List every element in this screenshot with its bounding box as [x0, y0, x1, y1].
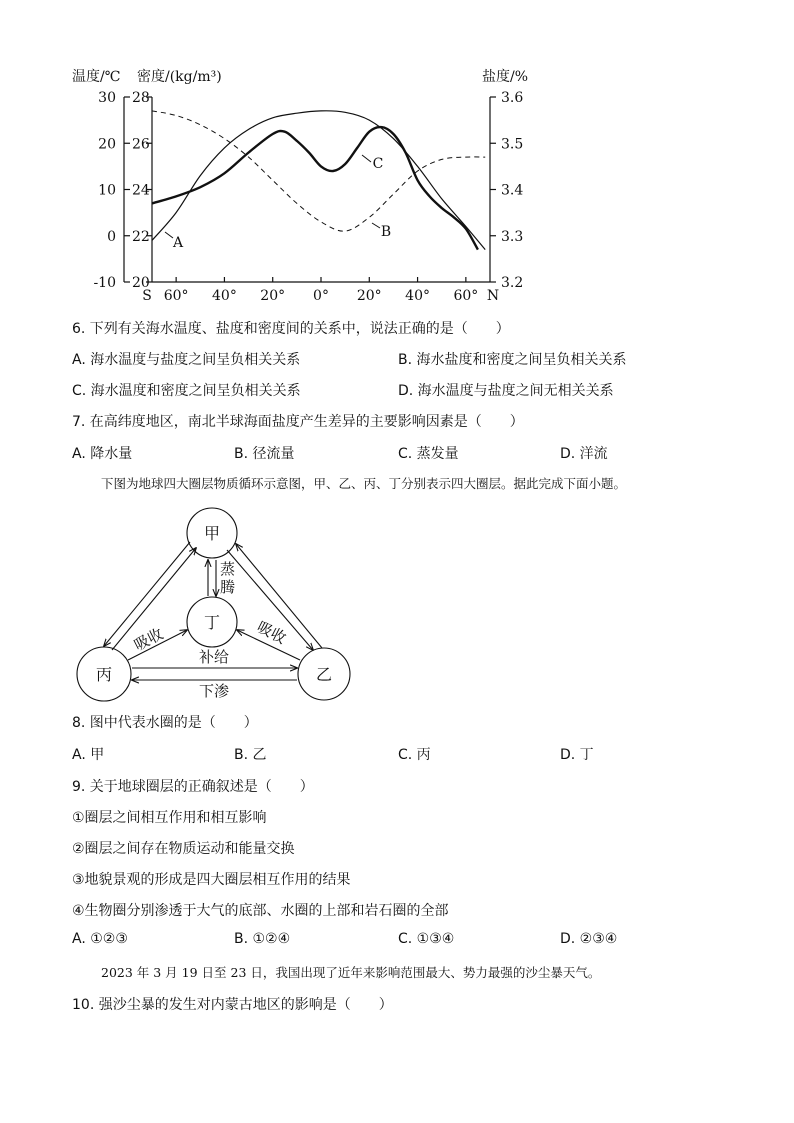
- x-tick-label: 0°: [313, 288, 329, 304]
- curve-label-leader: [362, 155, 371, 162]
- salinity-axis-title: 盐度/%: [482, 69, 529, 85]
- q9-option-d[interactable]: D. ②③④: [560, 931, 618, 947]
- node-ding-label: 丁: [203, 613, 221, 632]
- temperature-tick-label: 30: [98, 90, 116, 106]
- q9-statement-1: ①圈层之间相互作用和相互影响: [72, 810, 267, 826]
- density-tick-label: 26: [132, 136, 150, 153]
- q9-statement-3: ③地貌景观的形成是四大圈层相互作用的结果: [72, 872, 351, 888]
- series-a-line: [152, 111, 485, 250]
- x-tick-label: N: [486, 288, 500, 304]
- question-8-stem: 8. 图中代表水圈的是（ ）: [72, 715, 258, 731]
- q9-statement-4: ④生物圈分别渗透于大气的底部、水圈的上部和岩石圈的全部: [72, 903, 449, 919]
- salinity-tick-label: 3.4: [501, 182, 524, 199]
- q7-option-c[interactable]: C. 蒸发量: [398, 446, 459, 462]
- density-axis-title: 密度/(kg/m³): [137, 69, 222, 85]
- q9-statement-2: ②圈层之间存在物质运动和能量交换: [72, 841, 295, 857]
- label-supply: 补给: [198, 648, 230, 666]
- salinity-tick-label: 3.6: [501, 90, 524, 106]
- curve-label-leader: [165, 232, 173, 238]
- q9-option-b[interactable]: B. ①②④: [234, 931, 291, 947]
- x-tick-label: 40°: [405, 288, 430, 304]
- q8-option-a[interactable]: A. 甲: [72, 747, 105, 763]
- temperature-tick-label: 20: [98, 136, 116, 153]
- salinity-tick-label: 3.2: [501, 275, 524, 291]
- label-evaporation-2: 腾: [220, 578, 236, 596]
- q6-option-b[interactable]: B. 海水盐度和密度之间呈负相关关系: [398, 352, 627, 368]
- q6-option-a[interactable]: A. 海水温度与盐度之间呈负相关关系: [72, 352, 301, 368]
- intro-text-diagram: 下图为地球四大圈层物质循环示意图，甲、乙、丙、丁分别表示四大圈层。据此完成下面小题。: [101, 476, 627, 491]
- temperature-tick-label: -10: [93, 275, 116, 291]
- x-tick-label: 60°: [453, 288, 479, 304]
- question-6-stem: 6. 下列有关海水温度、盐度和密度间的关系中，说法正确的是（ ）: [72, 321, 510, 337]
- x-tick-label: 20°: [356, 288, 382, 304]
- label-absorb-left: 吸收: [131, 624, 167, 655]
- label-absorb-right: 吸收: [254, 617, 290, 648]
- q9-option-c[interactable]: C. ①③④: [398, 931, 455, 947]
- q6-option-d[interactable]: D. 海水温度与盐度之间无相关关系: [398, 383, 614, 399]
- x-tick-label: 40°: [212, 288, 237, 304]
- question-10-stem: 10. 强沙尘暴的发生对内蒙古地区的影响是（ ）: [72, 997, 393, 1013]
- salinity-tick-label: 3.5: [501, 136, 524, 153]
- question-7-stem: 7. 在高纬度地区，南北半球海面盐度产生差异的主要影响因素是（ ）: [72, 414, 524, 430]
- salinity-tick-label: 3.3: [501, 228, 524, 245]
- temperature-axis-title: 温度/℃: [72, 69, 121, 85]
- q9-option-a[interactable]: A. ①②③: [72, 931, 128, 947]
- curve-label-leader: [372, 223, 380, 228]
- density-tick-label: 20: [132, 275, 150, 291]
- node-bing-label: 丙: [95, 665, 113, 684]
- series-c-line: [152, 127, 478, 250]
- curve-label-b: B: [380, 224, 392, 240]
- series-b-line: [152, 111, 485, 231]
- temperature-tick-label: 0: [107, 228, 116, 245]
- question-9-stem: 9. 关于地球圈层的正确叙述是（ ）: [72, 779, 314, 795]
- x-tick-label: S: [142, 288, 152, 304]
- q7-option-b[interactable]: B. 径流量: [234, 446, 295, 462]
- intro-text-sandstorm: 2023 年 3 月 19 日至 23 日，我国出现了近年来影响范围最大、势力最强的沙尘暴天气。: [101, 965, 601, 980]
- q8-option-c[interactable]: C. 丙: [398, 747, 431, 763]
- ocean-properties-chart: [0, 55, 794, 305]
- density-tick-label: 24: [132, 182, 150, 199]
- q8-option-d[interactable]: D. 丁: [560, 747, 594, 763]
- density-tick-label: 28: [132, 90, 150, 106]
- x-tick-label: 60°: [163, 288, 189, 304]
- q8-option-b[interactable]: B. 乙: [234, 747, 267, 763]
- curve-label-c: C: [372, 156, 384, 172]
- x-tick-label: 20°: [260, 288, 286, 304]
- curve-label-a: A: [172, 235, 184, 251]
- sphere-cycle-diagram: [60, 498, 380, 710]
- label-seep: 下渗: [198, 682, 230, 700]
- node-jia-label: 甲: [203, 524, 221, 543]
- q7-option-d[interactable]: D. 洋流: [560, 446, 608, 462]
- q6-option-c[interactable]: C. 海水温度和密度之间呈负相关关系: [72, 383, 301, 399]
- q7-option-a[interactable]: A. 降水量: [72, 446, 133, 462]
- node-yi-label: 乙: [315, 665, 333, 684]
- label-evaporation-1: 蒸: [220, 560, 236, 578]
- density-tick-label: 22: [132, 228, 150, 245]
- temperature-tick-label: 10: [98, 182, 116, 199]
